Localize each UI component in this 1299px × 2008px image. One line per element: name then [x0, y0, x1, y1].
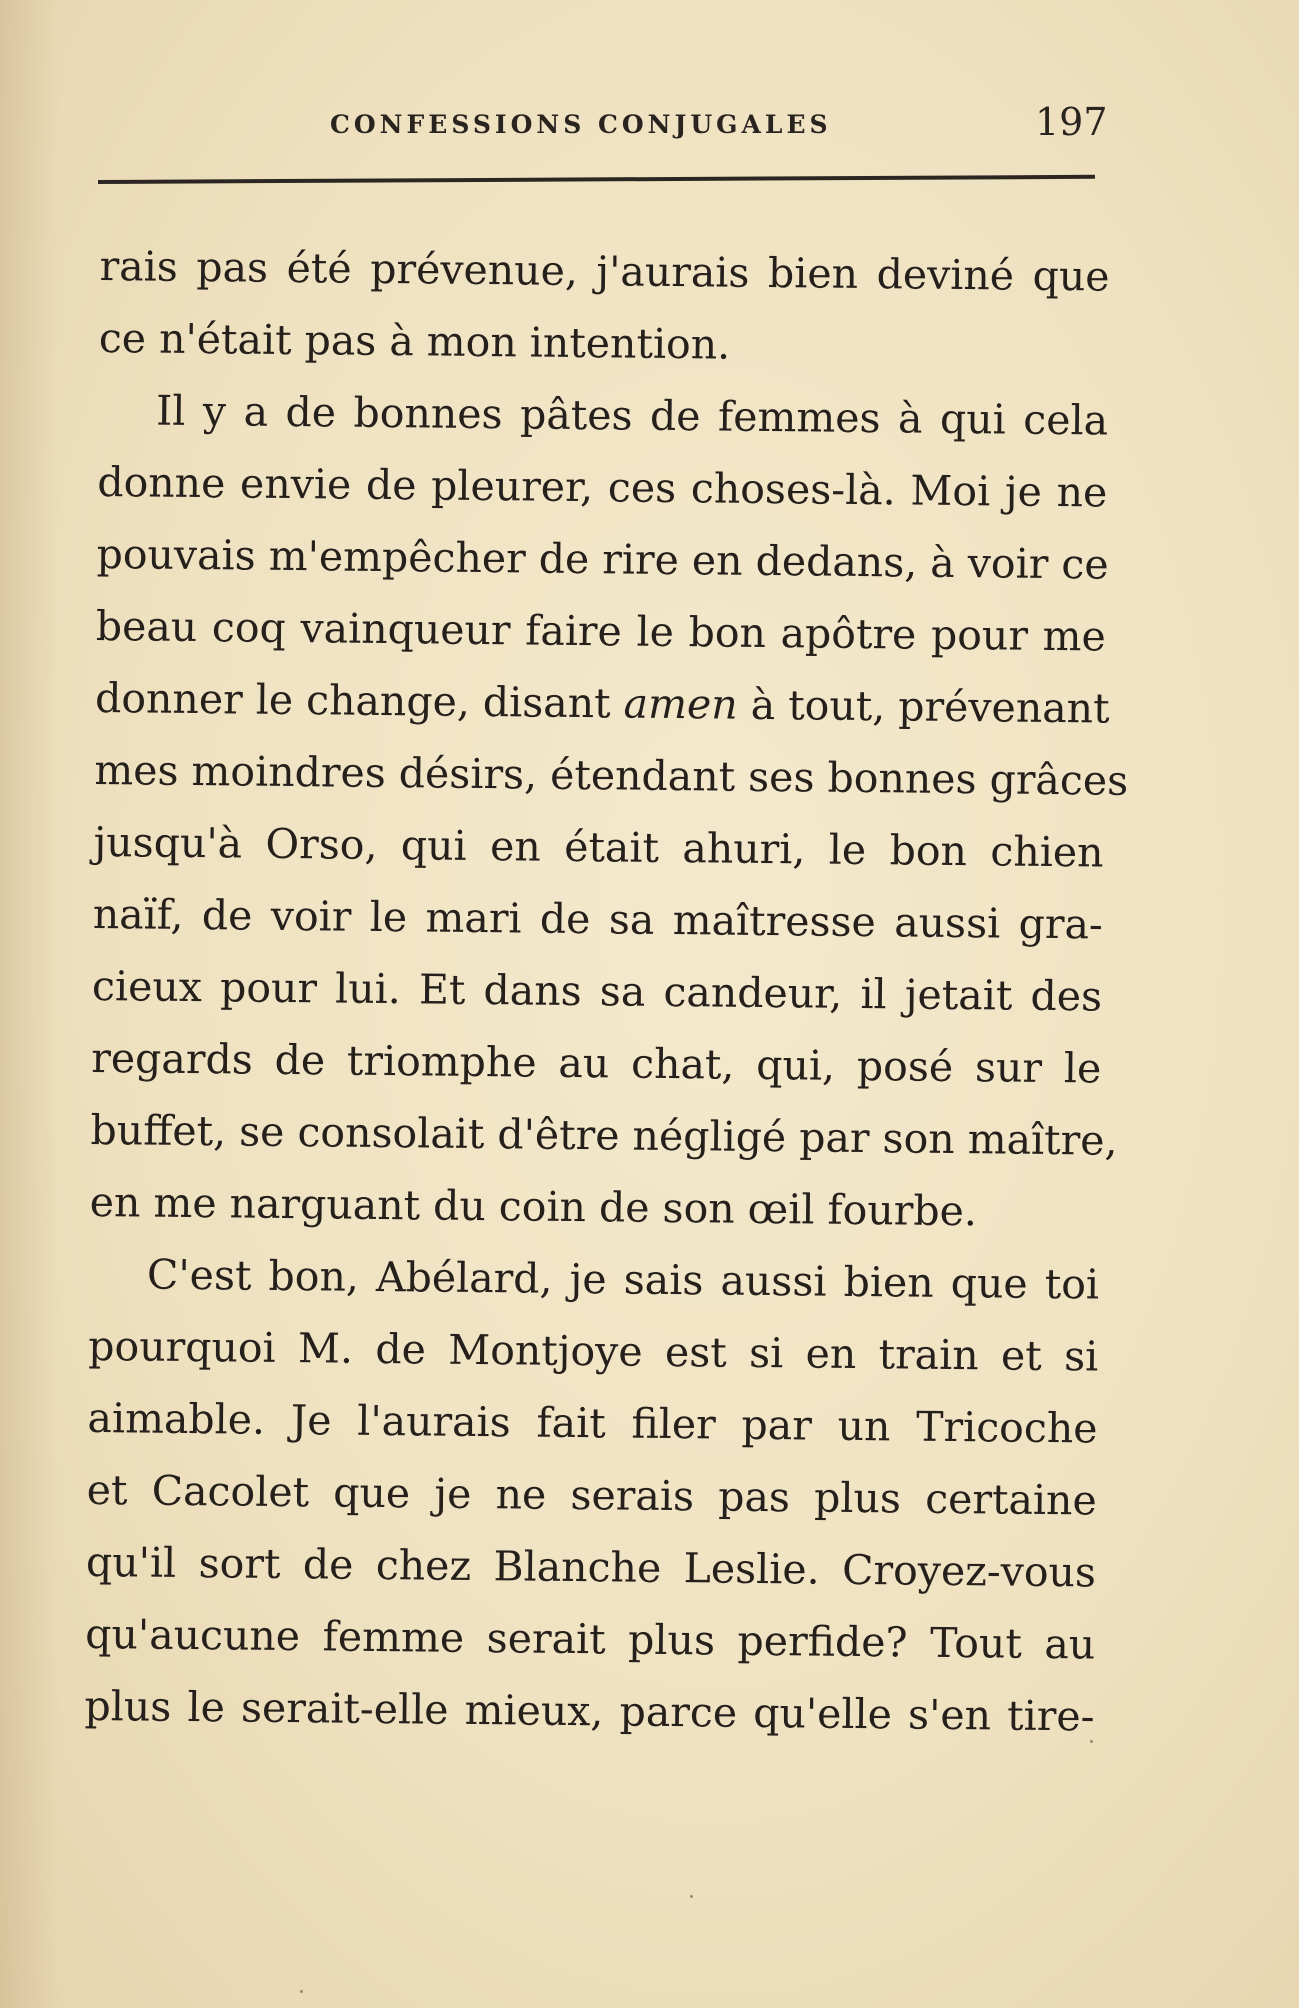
header-rule [98, 175, 1095, 184]
text-line: regards de triomphe au chat, qui, posé sur le [91, 1033, 1102, 1093]
text-line: naïf, de voir le mari de sa maîtresse aussi gra- [92, 889, 1104, 949]
text-fragment: donner le change, disant [94, 673, 611, 728]
text-line: Il y a de bonnes pâtes de femmes à qui cela [155, 386, 1109, 445]
text-line: et Cacolet que je ne serais pas plus certaine [86, 1465, 1098, 1525]
text-line-with-italic [94, 662, 1110, 745]
text-line: jusqu'à Orso, qui en était ahuri, le bon chien [93, 817, 1104, 877]
body-text [84, 230, 1129, 1752]
text-line: ce n'était pas à mon intention. [98, 313, 731, 369]
text-line: pourquoi M. de Montjoye est si en train et si [88, 1321, 1099, 1381]
text-line: qu'aucune femme serait plus perfide? Tout au [85, 1609, 1096, 1669]
text-line: beau coq vainqueur faire le bon apôtre pour me [95, 601, 1107, 661]
page-header [100, 100, 1108, 160]
text-line: en me narguant du coin de son œil fourbe. [89, 1177, 978, 1236]
running-head: CONFESSIONS CONJUGALES [330, 110, 832, 139]
text-line: rais pas été prévenue, j'aurais bien deviné que [99, 241, 1110, 301]
text-line: pouvais m'empêcher de rire en dedans, à voir ce [96, 529, 1109, 589]
paper-speck [300, 1990, 303, 1993]
text-line: buffet, se consolait d'être négligé par son maître, [90, 1105, 1118, 1165]
text-line: qu'il sort de chez Blanche Leslie. Croyez-vous [85, 1537, 1097, 1597]
italic-word: amen [623, 679, 738, 729]
page-edge-shadow [0, 0, 60, 2008]
text-line: mes moindres désirs, étendant ses bonnes grâces [94, 745, 1129, 805]
text-line: donne envie de pleurer, ces choses-là. Moi je ne [97, 457, 1108, 517]
paper-speck [1090, 1740, 1093, 1743]
text-line: cieux pour lui. Et dans sa candeur, il jetait des [91, 961, 1103, 1021]
page-number: 197 [1035, 100, 1108, 144]
text-line: C'est bon, Abélard, je sais aussi bien que toi [146, 1250, 1100, 1309]
paper-speck [690, 1895, 693, 1898]
text-line: plus le serait-elle mieux, parce qu'elle s'en tire- [84, 1681, 1095, 1741]
text-line: aimable. Je l'aurais fait filer par un Tricoche [87, 1393, 1098, 1453]
text-fragment: à tout, prévenant [750, 680, 1110, 733]
